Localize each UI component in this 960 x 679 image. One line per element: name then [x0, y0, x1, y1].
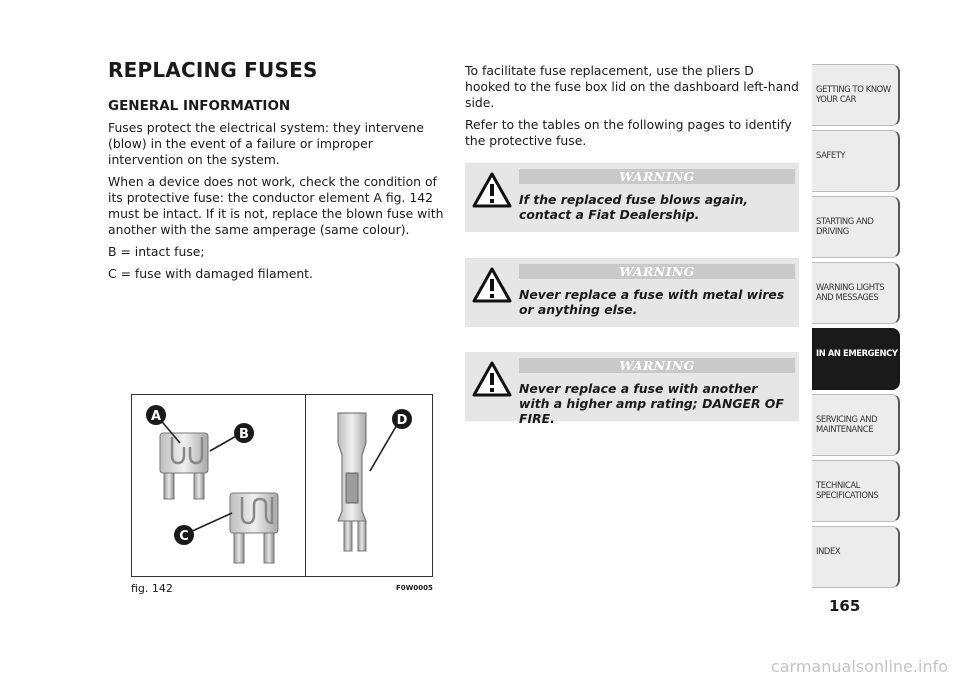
page-number: 165	[829, 597, 861, 615]
tab-index[interactable]: INDEX	[812, 526, 900, 588]
chapter-tabs	[812, 64, 900, 592]
callout-a-label: A	[150, 409, 162, 424]
callout-b-badge	[234, 423, 254, 443]
callout-c-label: C	[179, 529, 189, 544]
fuse-intact	[230, 493, 278, 563]
warning-text: Never replace a fuse with another with a higher amp rating; DANGER OF FIRE.	[519, 381, 784, 426]
paragraph-damaged-fuse: C = fuse with damaged filament.	[108, 266, 313, 281]
warning-label: WARNING	[519, 169, 795, 184]
warning-box-1	[465, 163, 799, 232]
warning-triangle-icon	[472, 172, 512, 208]
watermark-text: carmanualsonline.info	[770, 657, 948, 676]
fuse-blown	[160, 433, 208, 499]
paragraph-refer-tables: Refer to the tables on the following pages to identify the protective fuse.	[465, 117, 792, 148]
warning-box-2	[465, 258, 799, 327]
callout-b-label: B	[239, 427, 249, 442]
callout-a-badge	[146, 405, 166, 425]
figure-code: F0W0005	[396, 584, 433, 592]
warning-text: Never replace a fuse with metal wires or anything else.	[519, 287, 785, 317]
section-title: REPLACING FUSES	[108, 58, 318, 82]
tab-safety[interactable]: SAFETY	[812, 130, 900, 192]
tab-getting-to-know-your-car[interactable]: GETTING TO KNOW YOUR CAR	[812, 64, 900, 126]
paragraph-pliers: To facilitate fuse replacement, use the pliers D hooked to the fuse box lid on the dashboard left-hand side.	[465, 63, 799, 110]
warning-label: WARNING	[519, 358, 795, 373]
left-column	[108, 58, 448, 288]
tab-technical-specifications[interactable]: TECHNICAL SPECIFICATIONS	[812, 460, 900, 522]
tab-in-an-emergency[interactable]: IN AN EMERGENCY	[812, 328, 900, 390]
callout-line-b	[210, 435, 238, 451]
footer-watermark	[0, 657, 960, 679]
figure-caption: fig. 142	[131, 582, 173, 595]
tab-warning-lights-and-messages[interactable]: WARNING LIGHTS AND MESSAGES	[812, 262, 900, 324]
fuse-pliers	[338, 413, 366, 551]
warning-box-3	[465, 352, 799, 426]
callout-c-badge	[174, 525, 194, 545]
callout-line-c	[188, 513, 232, 533]
warning-triangle-icon	[472, 361, 512, 397]
paragraph-check-condition: When a device does not work, check the condition of its protective fuse: the conductor element A fig. 142 must be intact. If it is not, replace the blown fuse with another with the same amperage (same colour).	[108, 174, 444, 237]
tab-starting-and-driving[interactable]: STARTING AND DRIVING	[812, 196, 900, 258]
tab-servicing-and-maintenance[interactable]: SERVICING AND MAINTENANCE	[812, 394, 900, 456]
paragraph-fuse-protection: Fuses protect the electrical system: they intervene (blow) in the event of a failure or improper intervention on the system.	[108, 120, 424, 167]
warning-label: WARNING	[519, 264, 795, 279]
section-subtitle: GENERAL INFORMATION	[108, 98, 291, 114]
paragraph-intact-fuse: B = intact fuse;	[108, 244, 205, 259]
callout-d-badge	[392, 409, 412, 429]
warning-text: If the replaced fuse blows again, contact a Fiat Dealership.	[519, 192, 749, 222]
right-column	[465, 63, 800, 155]
callout-line-d	[370, 423, 398, 471]
fuse-illustration	[132, 395, 432, 576]
callout-d-label: D	[396, 413, 408, 428]
warning-triangle-icon	[472, 267, 512, 303]
fuse-figure	[131, 394, 433, 577]
